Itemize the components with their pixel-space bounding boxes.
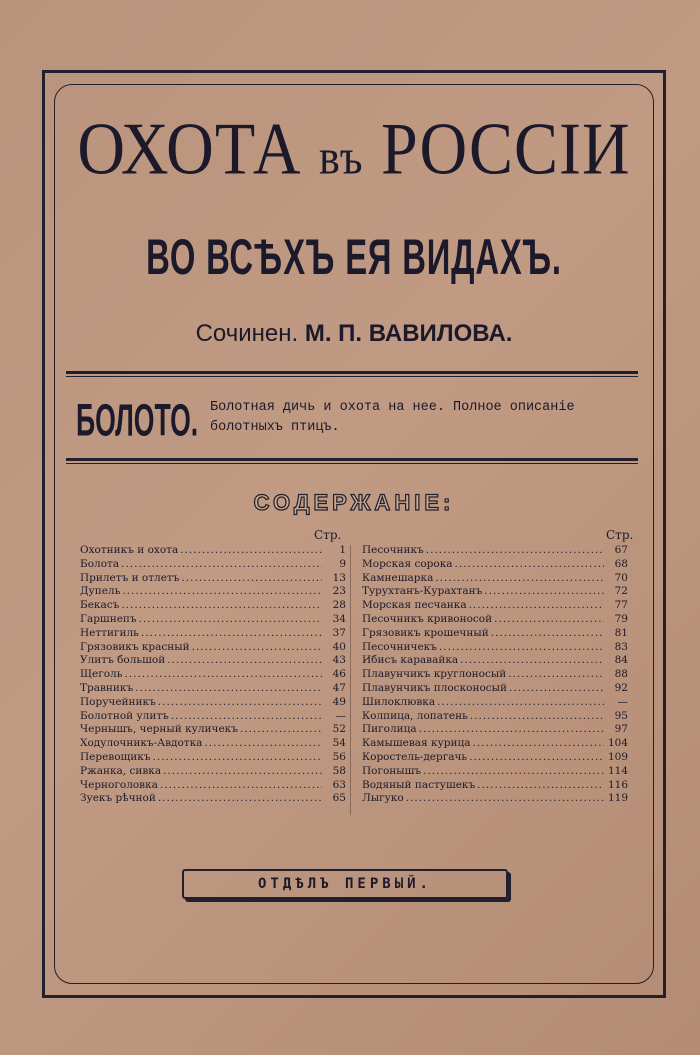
entry-page: 97 xyxy=(614,723,628,736)
contents-entry xyxy=(80,627,346,641)
entry-title: Турухтанъ-Курахтанъ xyxy=(362,585,483,598)
author-line xyxy=(54,320,654,348)
contents-entry xyxy=(362,792,628,806)
entry-title: Водяный пастушекъ xyxy=(362,778,476,791)
entry-title: Щеголь xyxy=(80,668,123,681)
entry-page: 88 xyxy=(614,668,628,681)
entry-title: Камнешарка xyxy=(362,571,434,584)
entry-title: Песочникъ кривоносой xyxy=(362,612,493,625)
entry-page: 92 xyxy=(614,681,628,694)
entry-leader-dots xyxy=(423,765,604,779)
title-part-2: РОССIИ xyxy=(363,108,631,191)
contents-entry xyxy=(80,751,346,765)
contents-entry xyxy=(80,792,346,806)
contents-entry xyxy=(362,599,628,613)
entry-leader-dots xyxy=(192,641,322,655)
entry-title: Болотной улитъ xyxy=(80,709,169,722)
entry-page: 9 xyxy=(339,557,346,570)
entry-leader-dots xyxy=(204,737,322,751)
entry-page: 119 xyxy=(607,792,628,805)
entry-leader-dots xyxy=(121,558,322,572)
entry-page: 13 xyxy=(332,571,346,584)
entry-leader-dots xyxy=(494,613,604,627)
entry-page: 47 xyxy=(332,681,346,694)
entry-page: 49 xyxy=(332,695,346,708)
contents-entry xyxy=(80,710,346,724)
contents-entry xyxy=(80,558,346,572)
entry-title: Камышевая курица xyxy=(362,737,471,750)
contents-entry xyxy=(80,585,346,599)
column-divider xyxy=(350,545,351,815)
entry-leader-dots xyxy=(406,792,604,806)
contents-entry xyxy=(80,668,346,682)
entry-title: Шилоклювка xyxy=(362,695,436,708)
entry-leader-dots xyxy=(460,654,604,668)
entry-leader-dots xyxy=(160,779,322,793)
entry-title: Пиголица xyxy=(362,723,417,736)
entry-page: 81 xyxy=(614,626,628,639)
entry-leader-dots xyxy=(141,627,322,641)
section-description: Болотная дичь и охота на нее. Полное описанiе болотныхъ птицъ. xyxy=(210,400,575,435)
entry-page: 67 xyxy=(614,544,628,556)
book-title xyxy=(54,107,654,192)
entry-leader-dots xyxy=(484,585,604,599)
contents-entry xyxy=(362,585,628,599)
entry-page: 1 xyxy=(339,544,346,556)
entry-title: Охотникъ и охота xyxy=(80,544,179,556)
book-subtitle: ВО ВСѢХЪ ЕЯ ВИДАХЪ. xyxy=(146,230,562,286)
entry-page: 46 xyxy=(332,668,346,681)
entry-leader-dots xyxy=(469,751,604,765)
contents-entry xyxy=(362,654,628,668)
contents-entry xyxy=(362,613,628,627)
entry-title: Песочничекъ xyxy=(362,640,437,653)
entry-page: 70 xyxy=(614,571,628,584)
contents-entry xyxy=(362,558,628,572)
section-heading: БОЛОТО. xyxy=(76,396,199,447)
contents-entry xyxy=(80,654,346,668)
contents-entry xyxy=(80,641,346,655)
title-part-1: ОХОТА xyxy=(77,108,320,191)
contents-entry xyxy=(80,723,346,737)
contents-entry xyxy=(362,641,628,655)
entry-title: Коростель-дергачь xyxy=(362,750,468,763)
contents-entry xyxy=(362,737,628,751)
entry-leader-dots xyxy=(167,654,322,668)
entry-page: 84 xyxy=(614,654,628,667)
entry-leader-dots xyxy=(180,544,322,558)
entry-page: 65 xyxy=(332,792,346,805)
entry-title: Неттигиль xyxy=(80,626,139,639)
contents-entry xyxy=(362,779,628,793)
entry-title: Лыгуко xyxy=(362,792,404,805)
contents-title: СОДЕРЖАНIЕ: xyxy=(253,490,455,515)
bottom-rule-thin xyxy=(66,463,638,464)
entry-title: Дупель xyxy=(80,585,121,598)
entry-title: Ходулочникъ-Авдотка xyxy=(80,737,203,750)
entry-leader-dots xyxy=(469,599,604,613)
entry-page: 43 xyxy=(332,654,346,667)
entry-leader-dots xyxy=(508,668,604,682)
entry-title: Ибисъ каравайка xyxy=(362,654,459,667)
page-header-left: Стр. xyxy=(314,528,342,542)
contents-entry xyxy=(80,765,346,779)
entry-leader-dots xyxy=(181,572,322,586)
entry-title: Прилетъ и отлетъ xyxy=(80,571,180,584)
entry-page: 23 xyxy=(332,585,346,598)
entry-page: 95 xyxy=(614,709,628,722)
contents-entry xyxy=(80,779,346,793)
entry-leader-dots xyxy=(455,558,604,572)
contents-entry xyxy=(80,613,346,627)
part-label: ОТДѢЛЪ ПЕРВЫЙ. xyxy=(182,869,508,899)
inner-border xyxy=(54,84,654,984)
entry-title: Болота xyxy=(80,557,120,570)
contents-entry xyxy=(362,710,628,724)
entry-leader-dots xyxy=(124,668,322,682)
entry-title: Морская песчанка xyxy=(362,599,467,612)
entry-leader-dots xyxy=(439,641,604,655)
entry-leader-dots xyxy=(121,599,322,613)
entry-page: 34 xyxy=(332,612,346,625)
contents-entry xyxy=(362,682,628,696)
entry-title: Перевощикъ xyxy=(80,750,151,763)
entry-page: 58 xyxy=(332,764,346,777)
entry-leader-dots xyxy=(435,572,604,586)
entry-page: 83 xyxy=(614,640,628,653)
contents-entry xyxy=(80,572,346,586)
entry-leader-dots xyxy=(158,792,322,806)
entry-leader-dots xyxy=(135,682,322,696)
top-rule-thin xyxy=(66,376,638,377)
entry-leader-dots xyxy=(419,723,604,737)
contents-entry xyxy=(80,599,346,613)
entry-title: Плавунчикъ плосконосый xyxy=(362,681,508,694)
entry-title: Чернышъ, черный куличекъ xyxy=(80,723,238,736)
entry-leader-dots xyxy=(240,723,322,737)
author-name: М. П. ВАВИЛОВА. xyxy=(304,320,513,347)
top-rule xyxy=(66,371,638,374)
contents-right-column xyxy=(362,544,628,806)
entry-title: Погонышъ xyxy=(362,764,422,777)
entry-page: 68 xyxy=(614,557,628,570)
entry-title: Колпица, лопатень xyxy=(362,709,468,722)
entry-leader-dots xyxy=(158,696,322,710)
entry-title: Бекасъ xyxy=(80,599,120,612)
entry-leader-dots xyxy=(122,585,322,599)
entry-title: Морская сорока xyxy=(362,557,453,570)
entry-page: 52 xyxy=(332,723,346,736)
contents-entry xyxy=(80,737,346,751)
entry-leader-dots xyxy=(163,765,322,779)
entry-page: — xyxy=(617,695,628,708)
entry-page: 54 xyxy=(332,737,346,750)
entry-leader-dots xyxy=(509,682,604,696)
bottom-rule xyxy=(66,458,638,461)
entry-title: Песочникъ xyxy=(362,544,424,556)
entry-title: Грязовикъ крошечный xyxy=(362,626,489,639)
contents-entry xyxy=(362,668,628,682)
entry-page: 37 xyxy=(332,626,346,639)
contents-entry xyxy=(362,572,628,586)
entry-leader-dots xyxy=(477,779,604,793)
entry-page: 72 xyxy=(614,585,628,598)
entry-title: Гаршнепъ xyxy=(80,612,137,625)
contents-entry xyxy=(362,751,628,765)
entry-page: 40 xyxy=(332,640,346,653)
entry-leader-dots xyxy=(171,710,322,724)
entry-page: 104 xyxy=(607,737,628,750)
entry-title: Плавунчикъ круглоносый xyxy=(362,668,507,681)
entry-leader-dots xyxy=(153,751,322,765)
entry-leader-dots xyxy=(470,710,604,724)
author-prefix: Сочинен. xyxy=(195,320,305,347)
contents-entry xyxy=(80,696,346,710)
entry-title: Черноголовка xyxy=(80,778,158,791)
entry-leader-dots xyxy=(426,544,604,558)
contents-entry xyxy=(362,696,628,710)
contents-entry xyxy=(80,544,346,558)
entry-leader-dots xyxy=(437,696,604,710)
contents-entry xyxy=(362,723,628,737)
entry-page: 28 xyxy=(332,599,346,612)
contents-entry xyxy=(362,544,628,558)
entry-page: 79 xyxy=(614,612,628,625)
contents-entry xyxy=(362,627,628,641)
entry-page: 63 xyxy=(332,778,346,791)
entry-title: Ржанка, сивка xyxy=(80,764,162,777)
entry-page: 77 xyxy=(614,599,628,612)
entry-page: 109 xyxy=(607,750,628,763)
entry-leader-dots xyxy=(139,613,322,627)
contents-entry xyxy=(80,682,346,696)
contents-left-column xyxy=(80,544,346,806)
entry-page: 56 xyxy=(332,750,346,763)
entry-title: Травникъ xyxy=(80,681,134,694)
entry-page: 114 xyxy=(607,764,628,777)
entry-title: Улитъ большой xyxy=(80,654,166,667)
title-part-small: въ xyxy=(319,129,364,185)
entry-page: — xyxy=(335,709,346,722)
page-header-right: Стр. xyxy=(606,528,634,542)
entry-title: Поручейникъ xyxy=(80,695,156,708)
contents-entry xyxy=(362,765,628,779)
entry-title: Грязовикъ красный xyxy=(80,640,190,653)
entry-leader-dots xyxy=(473,737,605,751)
entry-leader-dots xyxy=(491,627,604,641)
entry-page: 116 xyxy=(607,778,628,791)
entry-title: Зуекъ рѣчной xyxy=(80,792,156,805)
